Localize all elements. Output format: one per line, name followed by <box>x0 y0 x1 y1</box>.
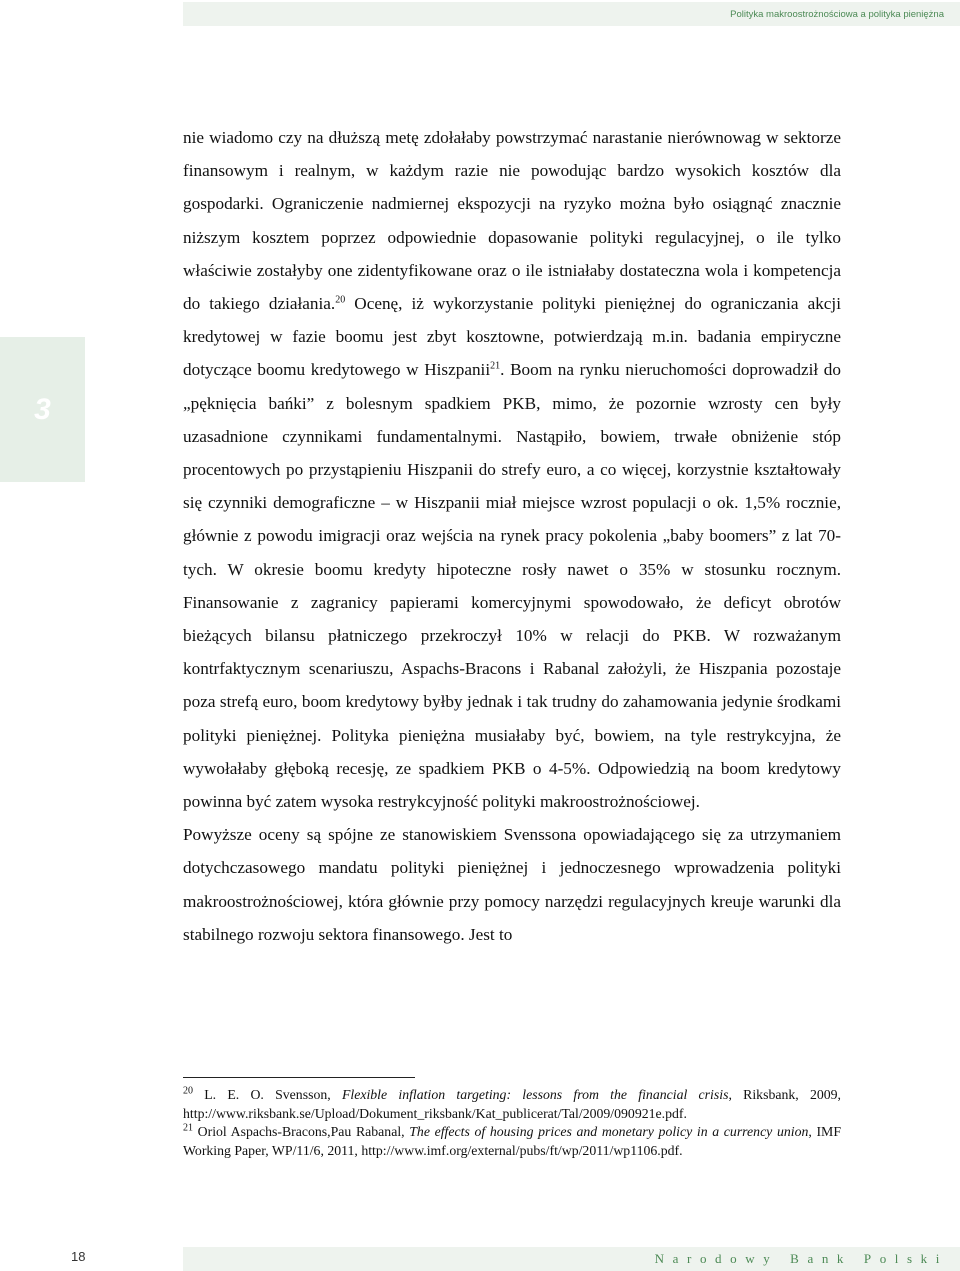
footnote-21 <box>183 1123 841 1160</box>
footnote-text: L. E. O. Svensson, <box>193 1087 342 1102</box>
running-header <box>183 2 960 26</box>
footnote-ref-21[interactable]: 21 <box>490 360 501 372</box>
footnotes <box>183 1086 841 1160</box>
footnote-title: Flexible inflation targeting: lessons from the financial crisis <box>341 1087 729 1102</box>
footnote-text: Oriol Aspachs-Bracons,Pau Rabanal, <box>193 1124 410 1140</box>
running-header-title: Polityka makroostrożnościowa a polityka pieniężna <box>730 8 944 20</box>
main-text <box>183 121 841 951</box>
footnote-divider <box>183 1077 415 1078</box>
publisher-name: Narodowy Bank Polski <box>654 1251 948 1266</box>
footnote-number: 20 <box>183 1085 193 1097</box>
paragraph-1-part-c: . Boom na rynku nieruchomości doprowadził do „pęknięcia bańki” z bolesnym spadkiem PKB, mimo, że pozornie wzrosty cen były uzasadnione czynnikami fundamentalnymi. Nastąpiło, bowiem, trwałe obniżenie stóp procentowych po przystąpieniu Hiszpanii do strefy euro, a co więcej, korzystnie kształtowały się czynniki demograficzne – w Hiszpanii miał miejsce wzrost populacji o ok. 1,5% rocznie, głównie z powodu imigracji oraz wejścia na rynek pracy pokolenia „baby boomers” z lat 70-tych. W okresie boomu kredyty hipoteczne rosły nawet o 35% w stosunku rocznym. Finansowanie z zagranicy papierami komercyjnymi spowodowało, że deficyt obrotów bieżących bilansu płatniczego przekroczył 10% w relacji do PKB. W rozważanym kontrfaktycznym scenariuszu, Aspachs-Bracons i Rabanal założyli, że Hiszpania pozostaje poza strefą euro, boom kredytowy byłby jednak i tak trudny do zahamowania jedynie środkami polityki pieniężnej. Polityka pieniężna musiałaby być, bowiem, na tyle restrykcyjna, że wywołałaby głęboką recesję, ze spadkiem PKB o 4-5%. Odpowiedzią na boom kredytowy powinna być zatem wysoka restrykcyjność polityki makroostrożnościowej. <box>183 360 841 812</box>
paragraph-1-part-a: nie wiadomo czy na dłuższą metę zdołałaby powstrzymać narastanie nierównowag w sektorze finansowym i realnym, w każdym razie nie powodując bardzo wysokich kosztów dla gospodarki. Ograniczenie nadmiernej ekspozycji na ryzyko można było osiągnąć znacznie niższym kosztem poprzez odpowiednie dopasowanie polityki regulacyjnej, o ile tylko właściwie zostałyby one zidentyfikowane oraz o ile istniałaby dostateczna wola i kompetencja do takiego działania. <box>183 128 841 314</box>
footnote-ref-20[interactable]: 20 <box>335 294 346 306</box>
paragraph-1-part-b: Ocenę, iż wykorzystanie polityki pieniężnej do ograniczania akcji kredytowej w fazie boomu jest zbyt kosztowne, potwierdzają m.in. badania empiryczne dotyczące boomu kredytowego w Hiszpanii <box>183 294 841 380</box>
footnote-number: 21 <box>183 1122 193 1134</box>
footnote-source[interactable]: , IMF Working Paper, WP/11/6, 2011, http://www.imf.org/external/pubs/ft/wp/2011/wp1106.pdf. <box>183 1124 841 1158</box>
footnote-source[interactable]: , Riksbank, 2009, http://www.riksbank.se/Upload/Dokument_riksbank/Kat_publicerat/Tal/2009/090921e.pdf. <box>183 1087 841 1121</box>
chapter-tab <box>0 337 85 482</box>
page-number: 18 <box>71 1249 86 1264</box>
footnote-title: The effects of housing prices and monetary policy in a currency union <box>409 1124 809 1140</box>
paragraph-2: Powyższe oceny są spójne ze stanowiskiem Svenssona opowiadającego się za utrzymaniem dotychczasowego mandatu polityki pieniężnej i jednoczesnego wprowadzenia polityki makroostrożnościowej, która głównie przy pomocy narzędzi regulacyjnych kreuje warunki dla stabilnego rozwoju sektora finansowego. Jest to <box>183 825 841 944</box>
paragraph-1 <box>183 121 841 818</box>
running-footer <box>183 1247 960 1271</box>
footnote-20 <box>183 1086 841 1123</box>
chapter-number: 3 <box>34 392 51 426</box>
